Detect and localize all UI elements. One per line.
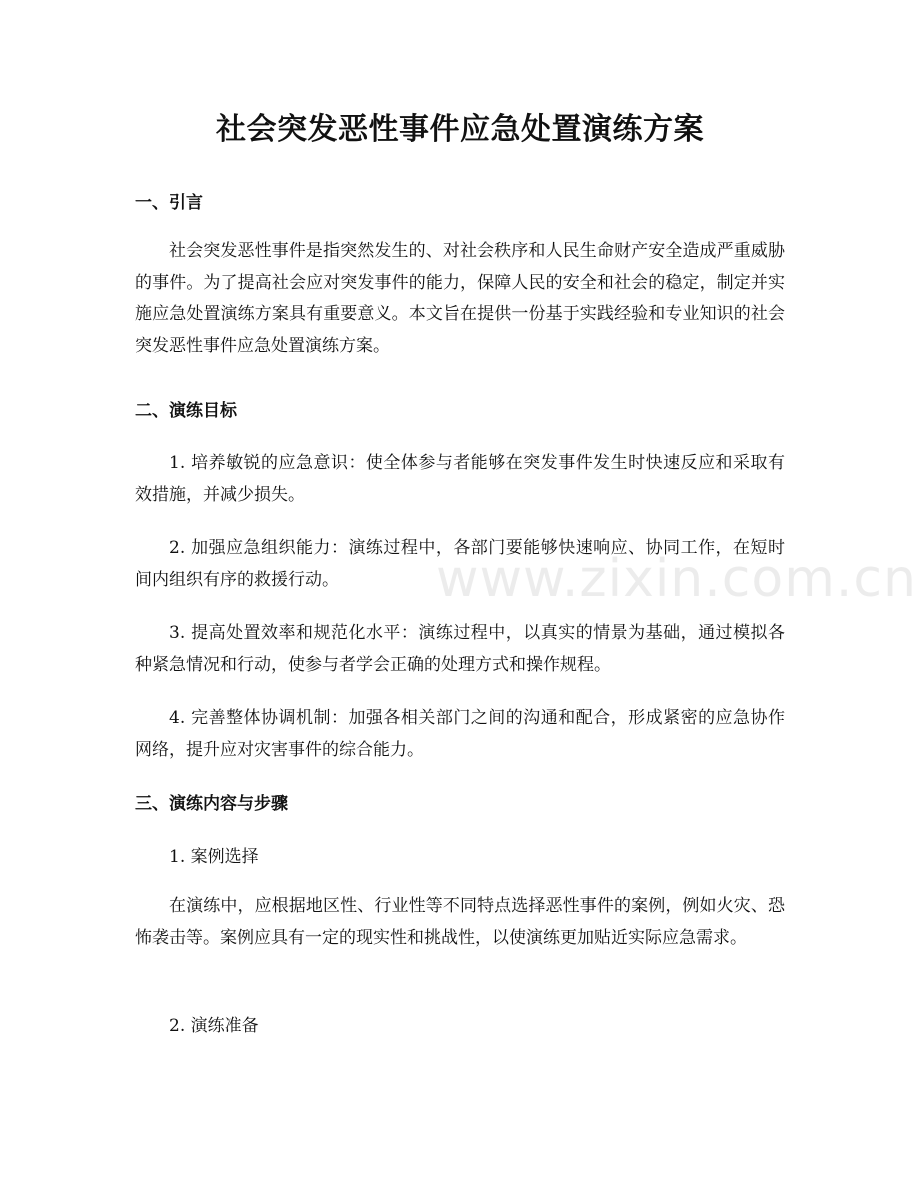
goal-item-1: 1. 培养敏锐的应急意识：使全体参与者能够在突发事件发生时快速反应和采取有效措施，并减少损失。 [135,453,785,505]
subheading-drill-preparation: 2. 演练准备 [169,1016,259,1036]
document-title: 社会突发恶性事件应急处置演练方案 [216,112,704,147]
section-heading-content-steps: 三、演练内容与步骤 [135,794,288,814]
goal-item-3: 3. 提高处置效率和规范化水平：演练过程中，以真实的情景为基础，通过模拟各种紧急情况和行动，使参与者学会正确的处理方式和操作规程。 [135,623,785,675]
goal-item-4: 4. 完善整体协调机制：加强各相关部门之间的沟通和配合，形成紧密的应急协作网络，提升应对灾害事件的综合能力。 [135,708,785,760]
watermark: www.zixin.com.cn [436,549,917,609]
case-selection-paragraph: 在演练中，应根据地区性、行业性等不同特点选择恶性事件的案例，例如火灾、恐怖袭击等。案例应具有一定的现实性和挑战性，以使演练更加贴近实际应急需求。 [135,896,785,948]
section-heading-introduction: 一、引言 [135,193,203,213]
introduction-paragraph: 社会突发恶性事件是指突然发生的、对社会秩序和人民生命财产安全造成严重威胁的事件。为了提高社会应对突发事件的能力，保障人民的安全和社会的稳定，制定并实施应急处置演练方案具有重要意义。本文旨在提供一份基于实践经验和专业知识的社会突发恶性事件应急处置演练方案。 [135,241,785,356]
section-heading-goals: 二、演练目标 [135,401,237,421]
goal-item-2: 2. 加强应急组织能力：演练过程中，各部门要能够快速响应、协同工作，在短时间内组织有序的救援行动。 [135,538,785,590]
subheading-case-selection: 1. 案例选择 [169,847,259,867]
